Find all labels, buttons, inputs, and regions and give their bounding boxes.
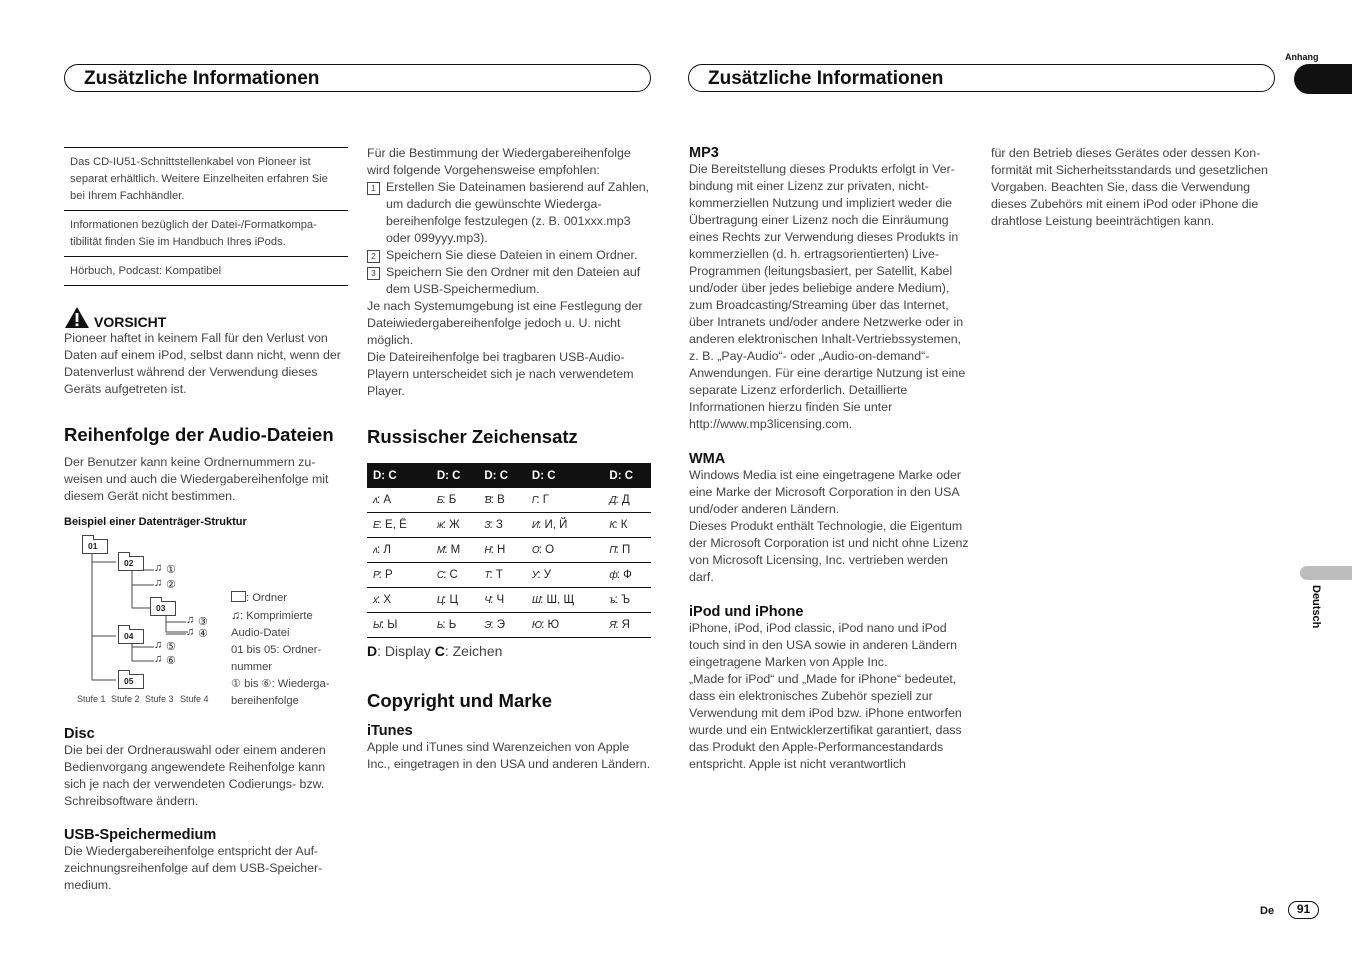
table-cell bbox=[603, 563, 651, 588]
table-row bbox=[367, 488, 651, 513]
cyrillic-character: : Ъ bbox=[614, 594, 631, 606]
table-row bbox=[367, 563, 651, 588]
language-label: Deutsch bbox=[1310, 585, 1322, 629]
music-note-icon: ♫ bbox=[154, 562, 163, 574]
table-cell bbox=[431, 563, 479, 588]
legend-range-folders: 01 bis 05: Ordnernummer bbox=[231, 644, 322, 673]
cyrillic-character: : З bbox=[489, 519, 503, 531]
column-header: D: C bbox=[478, 463, 526, 488]
folder-icon: 03 bbox=[150, 601, 176, 616]
table-cell bbox=[526, 563, 604, 588]
display-glyph: И bbox=[531, 520, 539, 531]
ipod-text: iPhone, iPod, iPod classic, iPod nano und iPod touch sind in den USA sowie in anderen Ländern eingetragene Marken von Apple Inc. bbox=[689, 621, 957, 669]
music-note-icon: ♫ bbox=[186, 626, 195, 638]
cyrillic-character: : И, Й bbox=[538, 519, 568, 531]
level-label: Stufe 4 bbox=[180, 694, 209, 704]
cyrillic-character: : Х bbox=[377, 594, 392, 606]
table-cell bbox=[478, 563, 526, 588]
cyrillic-character: : Ю bbox=[541, 619, 560, 631]
folder-icon: 04 bbox=[118, 629, 144, 644]
cyrillic-character: : П bbox=[615, 544, 631, 556]
disc-text: Die bei der Ordnerauswahl oder einem anderen Bedienvorgang angewendete Reihenfolge kann sich je nach der verwendeten Codierungs- bzw. Schreibsoftware ändern. bbox=[64, 743, 326, 808]
column-header: D: C bbox=[431, 463, 479, 488]
usb-text: Die Wiedergabereihenfolge entspricht der Aufzeichnungsreihenfolge auf dem USB-Speichermedium. bbox=[64, 844, 323, 892]
display-glyph: Б bbox=[436, 495, 443, 506]
display-glyph: Ы bbox=[373, 620, 381, 631]
tree-lines bbox=[64, 534, 234, 694]
folder-icon: 01 bbox=[82, 539, 108, 554]
cyrillic-character: : Р bbox=[378, 569, 393, 581]
diagram-legend bbox=[231, 590, 341, 710]
folder-outline-icon bbox=[231, 591, 246, 602]
step-number: 2 bbox=[367, 250, 380, 263]
table-cell bbox=[478, 488, 526, 513]
disc-heading: Disc bbox=[64, 726, 95, 742]
music-note-icon: ♫ bbox=[154, 653, 163, 665]
order-heading: Reihenfolge der Audio-Dateien bbox=[64, 424, 334, 445]
order-number: ① bbox=[166, 564, 176, 576]
folder-icon: 05 bbox=[118, 674, 144, 689]
cyrillic-character: : С bbox=[443, 569, 458, 581]
mp3-url: http://www.mp3licensing.com. bbox=[689, 417, 853, 431]
cyrillic-character: : Ь bbox=[442, 619, 457, 631]
header-title-right: Zusätzliche Informationen bbox=[708, 68, 944, 89]
display-glyph: Г bbox=[531, 495, 537, 506]
paragraph: Je nach Systemumgebung ist eine Festlegung der Dateiwiedergabereihenfolge jedoch u. U. nicht möglich. bbox=[367, 299, 643, 347]
display-glyph: Э bbox=[484, 620, 491, 631]
table-cell bbox=[603, 588, 651, 613]
step-item: 3 Speichern Sie den Ordner mit den Dateien auf dem USB-Speichermedium. bbox=[367, 264, 651, 298]
step-number: 1 bbox=[367, 182, 380, 195]
table-row bbox=[367, 513, 651, 538]
table-cell bbox=[603, 613, 651, 638]
display-glyph: Е bbox=[373, 520, 379, 531]
column-2 bbox=[367, 145, 651, 773]
display-glyph: Т bbox=[484, 570, 490, 581]
copyright-heading: Copyright und Marke bbox=[367, 690, 553, 711]
column-header: D: C bbox=[367, 463, 431, 488]
paragraph: Die Dateireihenfolge bei tragbaren USB-Audio-Playern unterscheidet sich je nach verwendetem Player. bbox=[367, 350, 634, 398]
cyrillic-character: : Е, Ё bbox=[378, 519, 407, 531]
table-cell bbox=[603, 513, 651, 538]
display-glyph: Н bbox=[484, 545, 491, 556]
table-cell bbox=[367, 538, 431, 563]
cyrillic-character: : Б bbox=[442, 494, 457, 506]
steps-list bbox=[367, 179, 651, 298]
table-row bbox=[367, 538, 651, 563]
caution-header bbox=[64, 306, 348, 330]
table-cell bbox=[478, 588, 526, 613]
display-glyph: Ц bbox=[436, 595, 444, 606]
display-glyph: П bbox=[609, 545, 616, 556]
table-row bbox=[367, 613, 651, 638]
display-glyph: З bbox=[484, 520, 490, 531]
cyrillic-character: : Ы bbox=[380, 619, 398, 631]
display-glyph: х bbox=[373, 595, 377, 606]
display-glyph: Ш bbox=[531, 595, 541, 606]
table-cell bbox=[478, 613, 526, 638]
step-number: 3 bbox=[367, 267, 380, 280]
table-cell bbox=[526, 513, 604, 538]
table-cell bbox=[526, 588, 604, 613]
cyrillic-character: : Н bbox=[490, 544, 506, 556]
itunes-text: Apple und iTunes sind Warenzeichen von Apple Inc., eingetragen in den USA und anderen Ländern. bbox=[367, 740, 651, 771]
step-item: 2 Speichern Sie diese Dateien in einem Ordner. bbox=[367, 247, 651, 264]
folder-diagram bbox=[64, 534, 348, 714]
warning-icon bbox=[64, 306, 90, 329]
display-glyph: ф bbox=[609, 570, 617, 581]
page-number: 91 bbox=[1288, 901, 1319, 919]
cyrillic-character: : Ч bbox=[490, 594, 505, 606]
cyrillic-character: : Э bbox=[490, 619, 505, 631]
display-glyph: Р bbox=[373, 570, 379, 581]
legend-file: ♫: Komprimierte Audio-Datei bbox=[231, 608, 313, 639]
wma-text: Windows Media ist eine eingetragene Marke oder eine Marke der Microsoft Corporation in den USA und/oder anderen Ländern. bbox=[689, 468, 962, 516]
display-glyph: ʌ bbox=[373, 545, 377, 556]
display-glyph: С bbox=[436, 570, 444, 581]
table-legend: D: Display C: Zeichen bbox=[367, 643, 503, 659]
cyrillic-character: : Л bbox=[377, 544, 391, 556]
table-cell bbox=[367, 513, 431, 538]
order-number: ② bbox=[166, 579, 176, 591]
header-title-left: Zusätzliche Informationen bbox=[84, 68, 320, 89]
display-glyph: Ь bbox=[436, 620, 443, 631]
cyrillic-character: : Ц bbox=[443, 594, 459, 606]
order-number: ⑥ bbox=[166, 655, 176, 667]
display-glyph: К bbox=[609, 520, 615, 531]
note-row: Informationen bezüglich der Datei-/Formatkompatibilität finden Sie im Handbuch Ihres iPods. bbox=[64, 211, 348, 257]
display-glyph: Ю bbox=[531, 620, 542, 631]
column-1 bbox=[64, 147, 348, 894]
cyrillic-character: : Г bbox=[536, 494, 549, 506]
table-header-row bbox=[367, 463, 651, 488]
column-3 bbox=[689, 145, 973, 773]
usb-heading: USB-Speichermedium bbox=[64, 827, 217, 843]
level-label: Stufe 3 bbox=[145, 694, 174, 704]
legend-folder: : Ordner bbox=[231, 590, 341, 607]
example-caption: Beispiel einer Datenträger-Struktur bbox=[64, 516, 247, 528]
cyrillic-character: : Ш, Щ bbox=[540, 594, 575, 606]
music-note-icon: ♫ bbox=[186, 614, 195, 626]
cyrillic-character: : Ж bbox=[442, 519, 460, 531]
table-cell bbox=[478, 538, 526, 563]
table-cell bbox=[431, 488, 479, 513]
order-number: ③ bbox=[198, 616, 208, 628]
table-cell bbox=[431, 613, 479, 638]
display-glyph: ж bbox=[436, 520, 443, 531]
display-glyph: Д bbox=[609, 495, 616, 506]
display-glyph: О bbox=[531, 545, 539, 556]
column-4 bbox=[991, 145, 1275, 230]
table-cell bbox=[367, 613, 431, 638]
display-glyph: Ɓ bbox=[484, 495, 491, 506]
display-glyph: М bbox=[436, 545, 445, 556]
column-header: D: C bbox=[526, 463, 604, 488]
mp3-heading: MP3 bbox=[689, 145, 719, 161]
column-header: D: C bbox=[603, 463, 651, 488]
wma-heading: WMA bbox=[689, 451, 726, 467]
ipod-heading: iPod und iPhone bbox=[689, 604, 804, 620]
table-row bbox=[367, 588, 651, 613]
cyrillic-character: : А bbox=[377, 494, 392, 506]
cyrillic-character: : Т bbox=[489, 569, 503, 581]
table-body bbox=[367, 488, 651, 638]
step-item: 1 Erstellen Sie Dateinamen basierend auf Zahlen, um dadurch die gewünschte Wiedergabereihenfolge festzulegen (z. B. 001xxx.mp3 oder 099yyy.mp3). bbox=[367, 179, 651, 247]
table-cell bbox=[526, 488, 604, 513]
cyrillic-character: : В bbox=[490, 494, 505, 506]
cyrillic-character: : О bbox=[538, 544, 555, 556]
table-cell bbox=[367, 588, 431, 613]
order-text: Der Benutzer kann keine Ordnernummern zuweisen und auch die Wiedergabereihenfolge mit diesem Gerät nicht bestimmen. bbox=[64, 455, 329, 503]
cyrillic-character: : У bbox=[537, 569, 552, 581]
note-row: Hörbuch, Podcast: Kompatibel bbox=[64, 257, 348, 286]
display-glyph: ъ bbox=[609, 595, 615, 606]
legend-range-order: ① bis ⑥: Wiedergabereihenfolge bbox=[231, 678, 330, 707]
order-number: ④ bbox=[198, 628, 208, 640]
music-note-icon: ♫ bbox=[154, 577, 163, 589]
cyrillic-character: : Д bbox=[615, 494, 630, 506]
russian-heading: Russischer Zeichensatz bbox=[367, 426, 578, 447]
caution-text: Pioneer haftet in keinem Fall für den Verlust von Daten auf einem iPod, selbst dann nicht, wenn der Datenverlust während der Verwendung dieses Geräts aufgetreten ist. bbox=[64, 331, 341, 396]
cyrillic-character: : М bbox=[444, 544, 461, 556]
display-glyph: ʌ bbox=[373, 495, 377, 506]
ipod-text: „Made for iPod“ und „Made for iPhone“ bedeutet, dass ein elektronisches Zubehör speziell zur Verwendung mit dem iPod bzw. iPhone entworfen wurde und ein Entwicklerzertifikat garantiert, dass das Produkt den Apple-Performancestandards entspricht. Apple ist nicht verantwortlich bbox=[689, 672, 962, 771]
display-glyph: У bbox=[531, 570, 538, 581]
language-tab bbox=[1300, 566, 1352, 580]
order-intro: Für die Bestimmung der Wiedergabereihenfolge wird folgende Vorgehensweise empfohlen: bbox=[367, 146, 631, 177]
cyrillic-character: : К bbox=[614, 519, 628, 531]
caution-title: VORSICHT bbox=[94, 314, 167, 330]
footer-language: De bbox=[1260, 905, 1275, 917]
table-cell bbox=[603, 488, 651, 513]
table-cell bbox=[431, 538, 479, 563]
table-cell bbox=[367, 563, 431, 588]
note-row: Das CD-IU51-Schnittstellenkabel von Pioneer ist separat erhältlich. Weitere Einzelheiten erfahren Sie bei Ihrem Fachhändler. bbox=[64, 148, 348, 211]
table-cell bbox=[367, 488, 431, 513]
table-cell bbox=[526, 538, 604, 563]
level-label: Stufe 2 bbox=[111, 694, 140, 704]
level-label: Stufe 1 bbox=[77, 694, 106, 704]
section-tab bbox=[1294, 64, 1352, 94]
mp3-text: Die Bereitstellung dieses Produkts erfolgt in Verbindung mit einer Lizenz zur privaten, nichtkommerziellen Nutzung und impliziert weder die Übertragung einer Lizenz noch die Einräumung eines Rechts zur Verwendung dieses Produkts in kommerziellen (d. h. ertragsorientierten) Live-Programmen (leitungsbasiert, per Satellit, Kabel und/oder über jedes beliebige andere Medium), zum Broadcasting/Streaming über das Internet, über Intranets und/oder andere Netzwerke oder in anderen elektronischen Inhalt-Vertriebssystemen, z. B. „Pay-Audio“- oder „Audio-on-demand“-Anwendungen. Für eine derartige Nutzung ist eine separate Lizenz erforderlich. Detaillierte Informationen hierzu finden Sie unter bbox=[689, 162, 966, 414]
wma-text: Dieses Produkt enthält Technologie, die Eigentum der Microsoft Corporation ist und nicht ohne Lizenz von Microsoft Licensing, Inc. vertrieben werden darf. bbox=[689, 519, 969, 584]
display-glyph: Ч bbox=[484, 595, 491, 606]
order-number: ⑤ bbox=[166, 641, 176, 653]
music-note-icon: ♫ bbox=[231, 608, 240, 622]
cyrillic-character: : Я bbox=[615, 619, 630, 631]
table-cell bbox=[526, 613, 604, 638]
table-cell bbox=[478, 513, 526, 538]
cyrillic-character: : Ф bbox=[616, 569, 632, 581]
folder-icon: 02 bbox=[118, 556, 144, 571]
itunes-heading: iTunes bbox=[367, 723, 413, 739]
russian-table bbox=[367, 463, 651, 638]
table-cell bbox=[431, 513, 479, 538]
ipod-text-continued: für den Betrieb dieses Gerätes oder dessen Konformität mit Sicherheitsstandards und gesetzlichen Vorgaben. Beachten Sie, dass die Verwendung dieses Zubehörs mit einem iPod oder iPhone die drahtlose Leistung beeinträchtigen kann. bbox=[991, 146, 1268, 228]
notes-table bbox=[64, 147, 348, 286]
anhang-label: Anhang bbox=[1285, 52, 1319, 62]
music-note-icon: ♫ bbox=[154, 639, 163, 651]
table-cell bbox=[603, 538, 651, 563]
table-cell bbox=[431, 588, 479, 613]
display-glyph: Я bbox=[609, 620, 616, 631]
